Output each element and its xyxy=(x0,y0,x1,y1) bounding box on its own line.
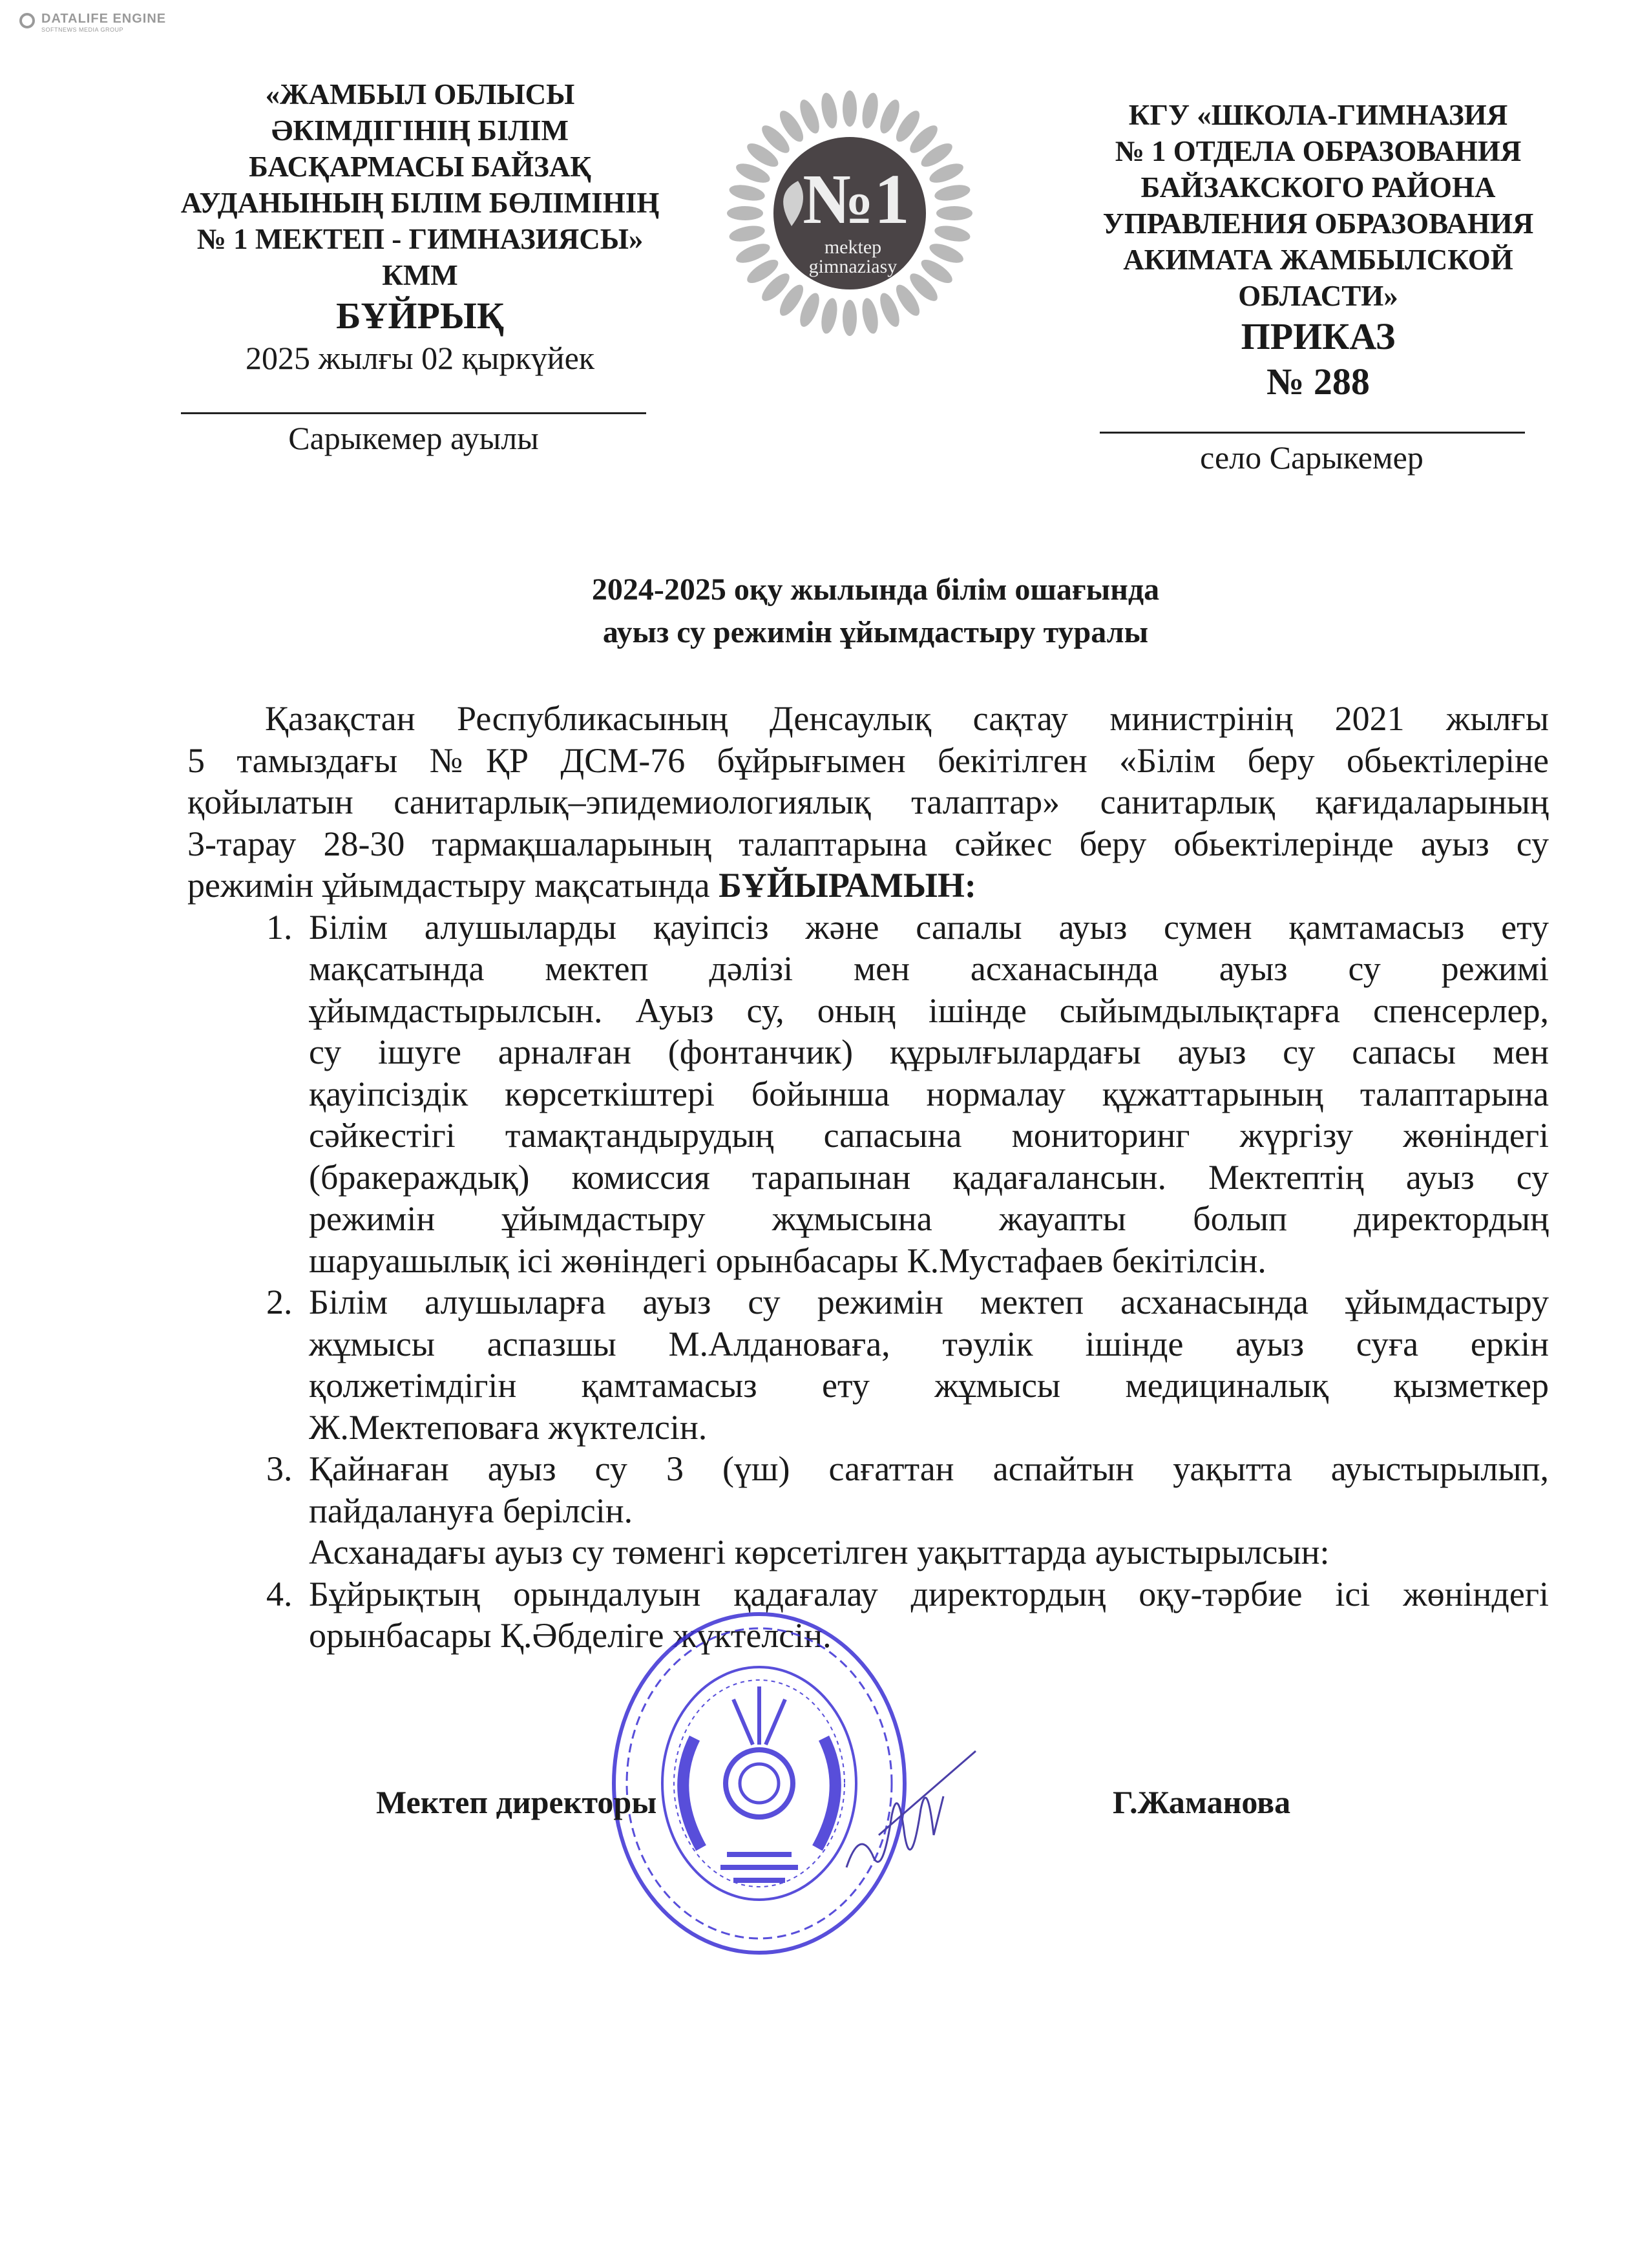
item-line: шаруашылық ісі жөніндегі орынбасары К.Мустафаев бекітілсін. xyxy=(309,1241,1266,1280)
order-word: БҰЙЫРАМЫН: xyxy=(719,866,976,905)
header-line: БАЙЗАКСКОГО РАЙОНА xyxy=(1140,171,1496,204)
logo-line1: mektep xyxy=(824,236,882,258)
header-line: АКИМАТА ЖАМБЫЛСКОЙ xyxy=(1123,244,1513,276)
logo-ray xyxy=(728,182,766,204)
item-line: жұмысы аспазшы М.Алдановаға, тәулік ішінде ауыз суға еркін xyxy=(309,1324,1549,1363)
item-line: Қайнаған ауыз су 3 (үш) сағаттан аспайтын уақытта ауыстырылып, xyxy=(309,1449,1549,1488)
item-line: Асханадағы ауыз су төменгі көрсетілген уақыттарда ауыстырылсын: xyxy=(309,1533,1330,1571)
document-body xyxy=(187,698,1549,1657)
header-line: № 1 ОТДЕЛА ОБРАЗОВАНИЯ xyxy=(1115,135,1522,167)
logo-ray xyxy=(819,297,840,335)
item-line: су ішуге арналған (фонтанчик) құрылғылардағы ауыз су сапасы мен xyxy=(309,1033,1549,1071)
header-line: АУДАНЫНЫҢ БІЛІМ БӨЛІМІНІҢ xyxy=(180,187,660,219)
logo-ray xyxy=(859,297,881,335)
logo-ray xyxy=(843,90,857,127)
header-line: «ЖАМБЫЛ ОБЛЫСЫ xyxy=(265,78,575,110)
preamble-line: 3-тарау 28-30 тармақшаларының талаптарына сәйкес беру обьектілерінде ауыз су xyxy=(187,824,1549,863)
preamble-line: режимін ұйымдастыру мақсатында xyxy=(187,866,710,905)
header-line: КММ xyxy=(382,259,458,291)
header-line: № 1 МЕКТЕП - ГИМНАЗИЯСЫ» xyxy=(196,223,644,255)
item-line: режимін ұйымдастыру жұмысына жауапты болып директордың xyxy=(309,1199,1549,1238)
logo-ray xyxy=(859,92,881,130)
logo-ray xyxy=(727,206,763,220)
item-number: 4. xyxy=(266,1574,293,1613)
header-right-rule xyxy=(1100,432,1525,434)
item-number: 1. xyxy=(266,907,293,947)
doc-type-ru: ПРИКАЗ xyxy=(1241,315,1396,357)
order-date: 2025 жылғы 02 қыркүйек xyxy=(245,340,595,376)
header-line: ОБЛАСТИ» xyxy=(1238,280,1398,312)
item-line: (бракераждық) комиссия тарапынан қадағалансын. Мектептің ауыз су xyxy=(309,1157,1549,1197)
item-line: қолжетімдігін қамтамасыз ету жұмысы медициналық қызметкер xyxy=(309,1366,1549,1405)
item-line: орынбасары Қ.Әбделіге жүктелсін. xyxy=(309,1616,832,1655)
school-logo-graphic xyxy=(720,84,979,342)
director-name: Г.Жаманова xyxy=(1113,1784,1291,1820)
watermark-title: DATALIFE ENGINE xyxy=(41,12,167,26)
logo-ray xyxy=(728,223,766,244)
header-line: БАСҚАРМАСЫ БАЙЗАҚ xyxy=(249,151,591,183)
document-title xyxy=(388,569,1363,654)
preamble-line: 5 тамыздағы №ҚР ДСМ-76 бұйрығымен бекітілген «Білім беру обьектілеріне xyxy=(187,740,1549,780)
logo-mark: №1 xyxy=(803,160,910,238)
watermark-subtitle: SOFTNEWS MEDIA GROUP xyxy=(41,26,124,33)
order-number: № 288 xyxy=(1266,361,1370,403)
item-line: сәйкестігі тамақтандырудың сапасына мониторинг жүргізу жөніндегі xyxy=(309,1116,1549,1155)
item-line: Бұйрықтың орындалуын қадағалау директордың оқу-тәрбие ісі жөніндегі xyxy=(309,1574,1549,1613)
place-ru: село Сарыкемер xyxy=(1200,439,1423,476)
item-line: Ж.Мектеповаға жүктелсін. xyxy=(309,1407,708,1447)
item-line: қауіпсіздік көрсеткіштері бойынша нормалау құжаттарының талаптарына xyxy=(309,1074,1549,1113)
preamble-line: қойылатын санитарлық–эпидемиологиялық талаптар» санитарлық қағидаларының xyxy=(187,782,1549,821)
logo-ray xyxy=(819,92,840,130)
order-item xyxy=(187,1281,1549,1448)
item-line: ұйымдастырылсын. Ауыз су, оның ішінде сыйымдылықтарға спенсерлер, xyxy=(309,991,1549,1030)
header-kazakh xyxy=(162,76,678,377)
doc-type-kz: БҰЙРЫҚ xyxy=(336,295,504,337)
item-line: пайдалануға берілсін. xyxy=(309,1491,633,1530)
logo-ray xyxy=(933,182,971,204)
header-left-rule xyxy=(181,412,646,414)
header-line: ӘКІМДІГІНІҢ БІЛІМ xyxy=(271,114,569,147)
watermark-logo xyxy=(19,12,166,33)
header-russian xyxy=(1060,97,1577,404)
title-line: ауыз су режимін ұйымдастыру туралы xyxy=(602,615,1149,649)
order-item xyxy=(187,907,1549,1282)
item-line: Білім алушыларға ауыз су режимін мектеп асханасында ұйымдастыру xyxy=(309,1283,1549,1321)
datalife-logo-icon xyxy=(19,13,35,28)
place-kz: Сарыкемер ауылы xyxy=(288,420,539,456)
header-line: КГУ «ШКОЛА-ГИМНАЗИЯ xyxy=(1128,99,1508,131)
order-items xyxy=(187,907,1549,1657)
logo-ray xyxy=(843,300,857,336)
item-line: мақсатында мектеп дәлізі мен асханасында ауыз су режимі xyxy=(309,949,1549,988)
signature-scribble xyxy=(840,1738,982,1880)
director-role: Мектеп директоры xyxy=(376,1784,657,1820)
logo-line2: gimnaziasy xyxy=(808,256,898,277)
item-number: 3. xyxy=(266,1449,293,1488)
preamble-last-line xyxy=(187,865,1549,907)
logo-ray xyxy=(936,206,972,220)
school-logo xyxy=(720,84,979,346)
order-item xyxy=(187,1448,1549,1531)
item-line: Білім алушыларды қауіпсіз және сапалы ауыз сумен қамтамасыз ету xyxy=(309,907,1549,947)
title-line: 2024-2025 оқу жылында білім ошағында xyxy=(591,572,1160,607)
preamble-line: Қазақстан Республикасының Денсаулық сақтау министрінің 2021 жылғы xyxy=(265,699,1549,738)
order-item xyxy=(187,1531,1549,1573)
item-number: 2. xyxy=(266,1283,293,1321)
header-line: УПРАВЛЕНИЯ ОБРАЗОВАНИЯ xyxy=(1102,207,1534,240)
logo-ray xyxy=(933,223,971,244)
